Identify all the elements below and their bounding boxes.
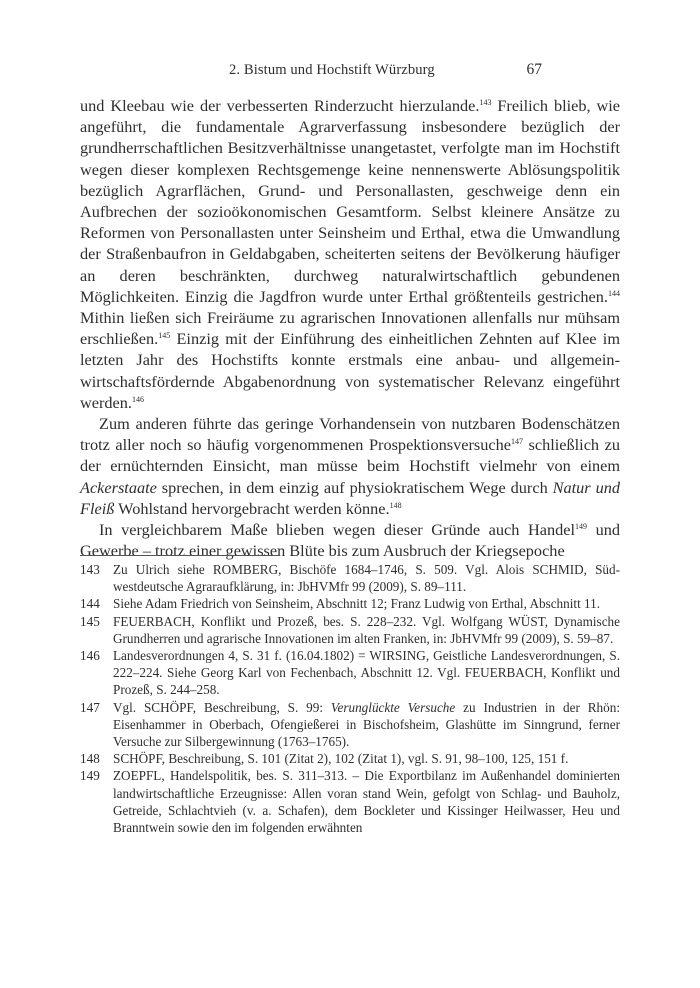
text-run: Zum anderen führte das geringe Vorhandensein von nutzbaren Bodenschätzen trotz aller noch so häufig vorgenommenen Prospektionsversuche <box>80 414 620 455</box>
footnote-text: zu Industrien in der Rhön: Eisenhammer in Oberbach, Ofengießerei in Bischofsheim, Glashütte im Sinngrund, ferner Versuche zur Silbergewinnung (1763–1765). <box>113 699 620 750</box>
page-number: 67 <box>526 61 542 78</box>
page-header <box>0 62 700 82</box>
footnote <box>80 561 620 595</box>
footnote-number: 144 <box>80 596 100 612</box>
footnote <box>80 595 620 612</box>
text-run: sprechen, in dem einzig auf physiokratischem Wege durch <box>156 477 553 497</box>
footnote-number: 148 <box>80 751 100 767</box>
footnote-number: 149 <box>80 768 100 784</box>
footnote-number: 147 <box>80 699 100 715</box>
text-run: Einzig mit der Einführung des einheitlichen Zehnten auf Klee im letzten Jahr des Hochstifts konnte erstmals eine anbau- und allgemein-wirtschaftsfördernde Abgabenordnung von systematischer Relevanz eingeführt werden. <box>80 329 620 412</box>
italic-term: Natur und Fleiß <box>80 477 620 518</box>
text-run: Mithin ließen sich Freiräume zu agrarischen Innovationen allenfalls nur mühsam erschließen. <box>80 308 620 349</box>
footnote-text: Zu Ulrich siehe ROMBERG, Bischöfe 1684–1746, S. 509. Vgl. Alois SCHMID, Südwestdeutsche Agraraufklärung, in: JbHVMfr 99 (2009), S. 89–111. <box>113 562 620 595</box>
paragraph-1 <box>80 95 620 413</box>
paragraph-2 <box>80 413 620 519</box>
main-text <box>80 95 620 561</box>
footnote-text: ZOEPFL, Handelspolitik, bes. S. 311–313. – Die Exportbilanz im Außenhandel dominierten landwirtschaftliche Erzeugnisse: Allen voran stand Wein, gefolgt von Schlag- und Bauholz, Getreide, Schlachtvieh (v. a. Schafen), dem Bockleter und Kissinger Heilwasser, Heu und Branntwein sowie den im folgenden erwähnten <box>113 768 620 836</box>
footnote <box>80 767 620 836</box>
footnote <box>80 750 620 767</box>
footnote <box>80 613 620 647</box>
footnote-ref: 144 <box>608 288 620 298</box>
footnote-text: Siehe Adam Friedrich von Seinsheim, Abschnitt 12; Franz Ludwig von Erthal, Abschnitt 11. <box>113 596 601 612</box>
footnote-ref: 148 <box>389 500 402 510</box>
footnote-text: FEUERBACH, Konflikt und Prozeß, bes. S. 228–232. Vgl. Wolfgang WÜST, Dynamische Grundherren und agrarische Innovationen im alten Franken, in: JbHVMfr 99 (2009), S. 59–87. <box>113 613 620 646</box>
text-run: schließlich zu der ernüchternden Einsicht, man müsse beim Hochstift vielmehr von einem <box>80 435 620 476</box>
text-run: Freilich blieb, wie angeführt, die fundamentale Agrarverfassung insbesondere bezüglich der grundherrschaftlichen Besitzverhältnisse unangetastet, verfolgte man im Hochstift wegen dieser komplexen Rechtsgemenge keine nennenswerte Ablösungspolitik bezüglich Agrarflächen, Grund- und Personallasten, geschweige denn ein Aufbrechen der sozioökonomischen Gesamtform. Selbst kleinere Ansätze zu Reformen von Personallasten unter Seinsheim und Erthal, etwa die Umwandlung der Straßenbaufron in Geldabgaben, scheiterten seitens der Bevölkerung häufiger an deren beschränkten, durchweg naturalwirtschaftlich gebundenen Möglichkeiten. Einzig die Jagdfron wurde unter Erthal größtenteils gestrichen. <box>80 96 620 306</box>
text-run: und Gewerbe – trotz einer gewissen Blüte bis zum Ausbruch der Kriegsepoche <box>80 520 621 561</box>
footnote-italic: Verunglückte Versuche <box>330 699 456 715</box>
footnotes <box>80 561 620 836</box>
text-run: In vergleichbarem Maße blieben wegen dieser Gründe auch Handel <box>99 520 576 540</box>
footnote-ref: 143 <box>479 98 492 107</box>
footnote <box>80 647 620 699</box>
running-title: 2. Bistum und Hochstift Würzburg <box>229 62 435 78</box>
footnote-ref: 146 <box>131 394 144 404</box>
footnote-ref: 149 <box>575 522 588 532</box>
footnote-text: Landesverordnungen 4, S. 31 f. (16.04.1802) = WIRSING, Geistliche Landesverordnungen, S. 222–224. Siehe Georg Karl von Fechenbach, Abschnitt 12. Vgl. FEUERBACH, Konflikt und Prozeß, S. 244–258. <box>113 648 620 698</box>
footnote-number: 143 <box>80 562 100 577</box>
italic-term: Ackerstaate <box>80 477 157 497</box>
footnote-text: SCHÖPF, Beschreibung, S. 101 (Zitat 2), 102 (Zitat 1), vgl. S. 91, 98–100, 125, 151 f. <box>113 751 569 767</box>
footnote-number: 145 <box>80 613 100 629</box>
text-run: und Kleebau wie der verbesserten Rinderzucht hierzulande. <box>80 96 480 115</box>
footnote-ref: 145 <box>158 331 171 341</box>
text-run: Wohlstand hervorgebracht werden könne. <box>114 498 390 518</box>
footnote <box>80 699 620 751</box>
footnote-divider <box>80 555 278 556</box>
footnote-number: 146 <box>80 648 100 664</box>
footnote-text: Vgl. SCHÖPF, Beschreibung, S. 99: <box>113 699 331 715</box>
footnote-ref: 147 <box>510 437 523 447</box>
